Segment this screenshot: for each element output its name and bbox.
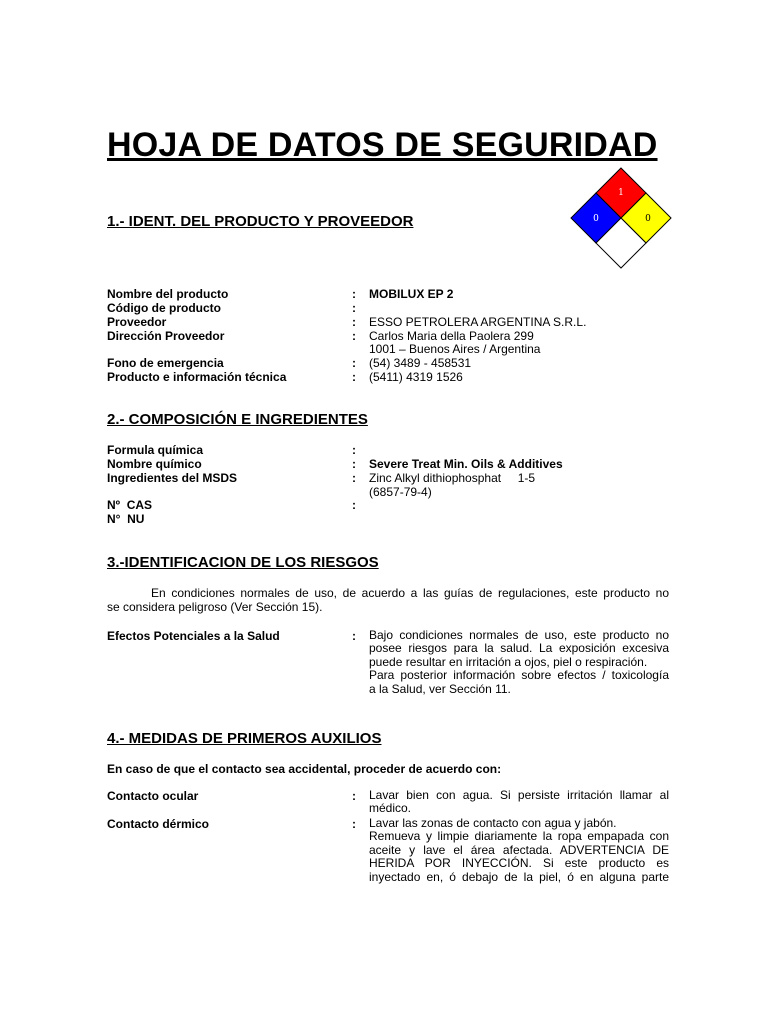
row-msds-ingredients [107,471,669,485]
row-colon: : [352,817,356,831]
row-colon: : [352,370,356,384]
row-label: Nombre del producto [107,287,229,301]
row-label: Contacto dérmico [107,817,210,831]
intro-line: En condiciones normales de uso, de acuerdo a las guías de regulaciones, este producto no [151,586,669,600]
row-supplier [107,315,669,329]
nfpa-reactivity-value: 0 [645,214,651,224]
row-colon: : [352,789,356,803]
section4-heading: 4.- MEDIDAS DE PRIMEROS AUXILIOS [107,730,382,747]
row-label: Nº CAS [107,498,153,512]
row-colon: : [352,301,356,315]
text-line: Bajo condiciones normales de uso, este producto no [369,628,669,642]
row-chemical-name [107,457,669,471]
section4-intro: En caso de que el contacto sea accidental, proceder de acuerdo con: [107,762,502,776]
row-value: MOBILUX EP 2 [369,287,454,301]
skin-contact-text [369,817,669,884]
row-label: Formula química [107,443,204,457]
row-colon: : [352,315,356,329]
row-value: Carlos Maria della Paolera 299 [369,329,534,343]
row-un-number [107,512,669,526]
row-emergency-phone [107,356,669,370]
page-title: HOJA DE DATOS DE SEGURIDAD [107,126,658,164]
row-chemical-formula [107,443,669,457]
row-technical-info [107,370,669,384]
row-value: (6857-79-4) [369,485,432,499]
text-line: Remueva y limpie diariamente la ropa empapada con [369,829,669,844]
row-colon: : [352,356,356,370]
row-value: (54) 3489 - 458531 [369,356,472,370]
row-product-name [107,287,669,301]
row-product-code [107,301,669,315]
section3-heading: 3.-IDENTIFICACION DE LOS RIESGOS [107,554,379,571]
row-label: Contacto ocular [107,789,199,803]
row-label: Fono de emergencia [107,356,224,370]
row-label: Dirección Proveedor [107,329,225,343]
row-cas-number [107,498,669,512]
row-value: (5411) 4319 1526 [369,370,463,384]
section1-heading: 1.- IDENT. DEL PRODUCTO Y PROVEEDOR [107,213,414,230]
text-line: Lavar bien con agua. Si persiste irritación llamar al [369,788,669,802]
nfpa-diamond [569,167,673,271]
row-label: N° NU [107,512,145,526]
row-colon: : [352,629,356,643]
section3-intro [107,586,669,614]
row-supplier-address [107,329,669,343]
text-line: HERIDA POR INYECCIÓN. Si este producto es [369,856,669,871]
row-colon: : [352,443,356,457]
eye-contact-text [369,789,669,816]
text-line: posee riesgos para la salud. La exposición excesiva [369,641,669,656]
text-line: médico. [369,801,412,816]
text-line: a la Salud, ver Sección 11. [369,681,511,696]
row-msds-ingredients-line2 [107,485,669,499]
section2-heading: 2.- COMPOSICIÓN E INGREDIENTES [107,411,368,428]
row-value: Zinc Alkyl dithiophosphat 1-5 [369,471,536,485]
row-label: Producto e información técnica [107,370,287,384]
text-line: puede resultar en irritación a ojos, piel o respiración. [369,654,648,669]
row-value: Severe Treat Min. Oils & Additives [369,457,563,471]
nfpa-flammability-value: 1 [618,188,624,198]
nfpa-health-value: 0 [593,214,599,224]
row-label: Proveedor [107,315,167,329]
row-label: Efectos Potenciales a la Salud [107,629,280,643]
row-value: 1001 – Buenos Aires / Argentina [369,342,541,356]
text-line: Para posterior información sobre efectos / toxicología [369,668,669,683]
text-line: Lavar las zonas de contacto con agua y jabón. [369,816,617,830]
row-colon: : [352,329,356,343]
row-label: Nombre químico [107,457,202,471]
row-colon: : [352,498,356,512]
health-effects-text [369,629,669,696]
row-label: Ingredientes del MSDS [107,471,238,485]
text-line: aceite y lave el área afectada. ADVERTENCIA DE [369,842,669,857]
row-colon: : [352,471,356,485]
row-label: Código de producto [107,301,221,315]
text-line: inyectado en, ó debajo de la piel, ó en alguna parte [369,869,669,884]
row-colon: : [352,457,356,471]
row-value: ESSO PETROLERA ARGENTINA S.R.L. [369,315,587,329]
intro-line: se considera peligroso (Ver Sección 15). [107,600,323,614]
row-supplier-address-line2 [107,342,669,356]
row-colon: : [352,287,356,301]
